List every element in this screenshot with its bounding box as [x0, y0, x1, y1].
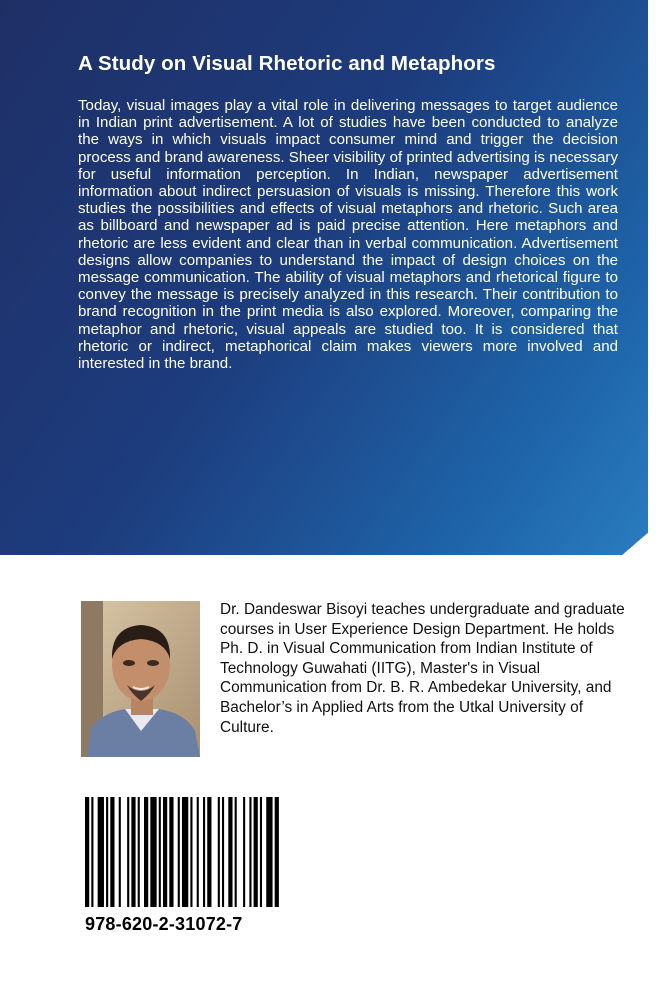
book-abstract: Today, visual images play a vital role in delivering messages to target audience in Indian print advertisement. A lot of studies have been conducted to analyze the ways in which visuals impact consumer mind and trigger the decision process and brand awareness. Sheer visibility of printed advertising is necessary for useful information perception. In Indian, newspaper advertisement information about indirect persuasion of visuals is missing. Therefore this work studies the possibilities and effects of visual metaphors and rhetoric. Such area as billboard and newspaper ad is paid precise attention. Here metaphors and rhetoric are less evident and clear than in verbal communication. Advertisement designs allow companies to understand the impact of design choices on the message communication. The ability of visual metaphors and rhetorical figure to convey the message is precisely analyzed in this research. Their contribution to brand recognition in the print media is also explored. Moreover, comparing the metaphor and rhetoric, visual appeals are studied too. It is considered that rhetoric or indirect, metaphorical claim makes viewers more involved and interested in the brand. — [78, 97, 618, 373]
barcode-bar — [235, 797, 237, 907]
author-photo — [81, 601, 200, 757]
barcode-bar — [163, 797, 167, 907]
barcode-bar — [138, 797, 140, 907]
isbn-number: 978-620-2-31072-7 — [85, 914, 243, 934]
barcode-bar — [85, 797, 89, 907]
barcode-bar — [203, 797, 205, 907]
barcode-bar — [169, 797, 173, 907]
barcode-bar — [127, 797, 129, 907]
barcode-bar — [110, 797, 114, 907]
book-title: A Study on Visual Rhetoric and Metaphors — [78, 52, 496, 75]
barcode-bar — [159, 797, 161, 907]
barcode-bar — [150, 797, 156, 907]
barcode-bar — [144, 797, 148, 907]
barcode-bar — [91, 797, 93, 907]
barcode — [85, 797, 281, 907]
barcode-bar — [218, 797, 220, 907]
barcode-bar — [275, 797, 279, 907]
barcode-bar — [228, 797, 232, 907]
barcode-bar — [249, 797, 251, 907]
barcode-bar — [222, 797, 224, 907]
barcode-bar — [190, 797, 192, 907]
barcode-bar — [207, 797, 211, 907]
barcode-bar — [98, 797, 104, 907]
barcode-bar — [260, 797, 262, 907]
barcode-bar — [182, 797, 188, 907]
author-bio: Dr. Dandeswar Bisoyi teaches undergraduate and graduate courses in User Experience Design Department. He holds Ph. D. in Visual Communication from Indian Institute of Technology Guwahati (IITG), Master's in Visual Communication from Dr. B. R. Ambedekar University, and Bachelor’s in Applied Arts from the Utkal University of Culture. — [220, 601, 625, 736]
barcode-bar — [197, 797, 199, 907]
barcode-bar — [119, 797, 121, 907]
barcode-bar — [131, 797, 135, 907]
barcode-bar — [178, 797, 180, 907]
author-portrait-icon — [81, 601, 200, 757]
barcode-bar — [243, 797, 245, 907]
barcode-bar — [266, 797, 272, 907]
barcode-bar — [254, 797, 258, 907]
barcode-bar — [106, 797, 108, 907]
